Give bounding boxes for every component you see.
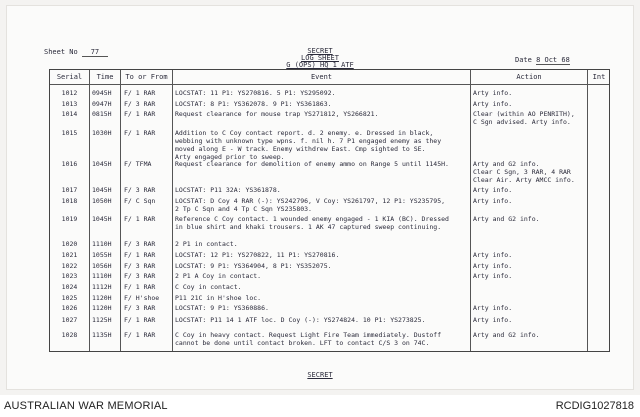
to-from-cell: F/ 1 RAR — [124, 331, 156, 339]
column-header-event: Event — [310, 73, 333, 81]
column-header-serial: Serial — [56, 73, 83, 81]
serial-cell: 1015 — [61, 129, 78, 137]
to-from-cell: F/ 1 RAR — [124, 251, 156, 259]
to-from-cell: F/ 1 RAR — [124, 110, 156, 118]
serial-cell: 1018 — [61, 197, 78, 205]
serial-cell: 1023 — [61, 272, 78, 280]
event-cell: C Coy in heavy contact. Request Light Fire Team immediately. Dustoff cannot be done until contact broken. LFT to contact C/S 3 on 74C. — [175, 331, 442, 347]
serial-cell: 1026 — [61, 304, 78, 312]
to-from-cell: F/ 1 RAR — [124, 89, 156, 97]
time-cell: 1050H — [92, 197, 112, 205]
to-from-cell: F/ 3 RAR — [124, 262, 156, 270]
column-divider — [89, 70, 90, 351]
date-field — [515, 56, 570, 65]
time-cell: 0945H — [92, 89, 112, 97]
classification-footer: SECRET — [307, 371, 333, 379]
sheet-number-value: 77 — [82, 48, 108, 57]
time-cell: 1110H — [92, 272, 112, 280]
time-cell: 1120H — [92, 304, 112, 312]
time-cell: 1045H — [92, 160, 112, 168]
to-from-cell: F/ 3 RAR — [124, 272, 156, 280]
event-cell: LOCSTAT: P11 32A: YS361878. — [175, 186, 281, 194]
serial-cell: 1019 — [61, 215, 78, 223]
log-table — [49, 69, 610, 352]
action-cell: Arty info. — [473, 186, 513, 194]
event-cell: LOCSTAT: P11 14 1 ATF loc. D Coy (-): YS274824. 10 P1: YS273825. — [175, 316, 426, 324]
time-cell: 1110H — [92, 240, 112, 248]
time-cell: 1125H — [92, 316, 112, 324]
serial-cell: 1021 — [61, 251, 78, 259]
to-from-cell: F/ H'shoe — [124, 294, 160, 302]
action-cell: Arty info. — [473, 197, 513, 205]
time-cell: 1045H — [92, 215, 112, 223]
column-header-action: Action — [516, 73, 542, 81]
event-cell: LOCSTAT: D Coy 4 RAR (-): YS242796, V Coy: YS261797, 12 P1: YS235795, 2 Tp C Sqn and 4 Tp C Sqn YS235803. — [175, 197, 446, 213]
time-cell: 1112H — [92, 283, 112, 291]
to-from-cell: F/ 3 RAR — [124, 304, 156, 312]
action-cell: Arty info. — [473, 100, 513, 108]
column-divider — [470, 70, 471, 351]
header-divider — [50, 84, 609, 85]
to-from-cell: F/ 1 RAR — [124, 129, 156, 137]
time-cell: 1030H — [92, 129, 112, 137]
to-from-cell: F/ C Sqn — [124, 197, 156, 205]
to-from-cell: F/ 1 RAR — [124, 215, 156, 223]
time-cell: 0815H — [92, 110, 112, 118]
time-cell: 1055H — [92, 251, 112, 259]
archive-footer — [0, 395, 640, 417]
event-cell: LOCSTAT: 12 P1: YS270822, 11 P1: YS270816. — [175, 251, 340, 259]
event-cell: 2 P1 in contact. — [175, 240, 238, 248]
record-id: RCDIG1027818 — [555, 400, 634, 412]
action-cell: Arty info. — [473, 316, 513, 324]
classification-header: SECRET — [307, 47, 333, 55]
action-cell: Clear (within AO PENRITH), C Sgn advised. Arty info. — [473, 110, 575, 126]
time-cell: 1120H — [92, 294, 112, 302]
serial-cell: 1027 — [61, 316, 78, 324]
log-sheet-title: LOG SHEET — [301, 54, 339, 62]
column-header-time: Time — [96, 73, 114, 81]
action-cell: Arty info. — [473, 272, 513, 280]
time-cell: 1135H — [92, 331, 112, 339]
event-cell: C Coy in contact. — [175, 283, 242, 291]
date-value: 8 Oct 68 — [536, 56, 570, 64]
event-cell: Addition to C Coy contact report. d. 2 enemy. e. Dressed in black, webbing with unknown type wpns. f. nil h. 7 P1 engaged enemy as they moved along E - W track. Enemy withdrew East. Cmp sighted to SE. Arty engaged prior to sweep. — [175, 129, 442, 161]
serial-cell: 1020 — [61, 240, 78, 248]
time-cell: 1045H — [92, 186, 112, 194]
action-cell: Arty info. — [473, 304, 513, 312]
action-cell: Arty info. — [473, 262, 513, 270]
event-cell: Reference C Coy contact. 1 wounded enemy engaged - 1 KIA (BC). Dressed in blue shirt and khaki trousers. 1 AK 47 captured sweep continuing. — [175, 215, 449, 231]
column-header-int: Int — [592, 73, 606, 81]
to-from-cell: F/ TFMA — [124, 160, 152, 168]
action-cell: Arty and G2 info. — [473, 331, 540, 339]
serial-cell: 1017 — [61, 186, 78, 194]
to-from-cell: F/ 3 RAR — [124, 186, 156, 194]
to-from-cell: F/ 1 RAR — [124, 316, 156, 324]
column-divider — [172, 70, 173, 351]
event-cell: LOCSTAT: 11 P1: YS270816. 5 P1: YS295092. — [175, 89, 336, 97]
action-cell: Arty info. — [473, 251, 513, 259]
serial-cell: 1012 — [61, 89, 78, 97]
serial-cell: 1014 — [61, 110, 78, 118]
serial-cell: 1016 — [61, 160, 78, 168]
column-divider — [120, 70, 121, 351]
event-cell: LOCSTAT: 9 P1: YS364904, 8 P1: YS352075. — [175, 262, 332, 270]
time-cell: 0947H — [92, 100, 112, 108]
serial-cell: 1028 — [61, 331, 78, 339]
serial-cell: 1013 — [61, 100, 78, 108]
column-header-to-from: To or From — [125, 73, 168, 81]
serial-cell: 1024 — [61, 283, 78, 291]
time-cell: 1056H — [92, 262, 112, 270]
event-cell: 2 P1 A Coy in contact. — [175, 272, 262, 280]
action-cell: Arty info. — [473, 89, 513, 97]
event-cell: Request clearance for demolition of enemy ammo on Range 5 until 1145H. — [175, 160, 449, 168]
sheet-number-label: Sheet No — [44, 48, 78, 56]
action-cell: Arty and G2 info. — [473, 215, 540, 223]
to-from-cell: F/ 3 RAR — [124, 100, 156, 108]
event-cell: P11 21C in H'shoe loc. — [175, 294, 262, 302]
event-cell: LOCSTAT: 8 P1: YS362078. 9 P1: YS361863. — [175, 100, 332, 108]
to-from-cell: F/ 3 RAR — [124, 240, 156, 248]
unit-title: G (OPS) HQ 1 ATF — [286, 61, 354, 69]
archive-name: AUSTRALIAN WAR MEMORIAL — [4, 400, 168, 412]
serial-cell: 1025 — [61, 294, 78, 302]
event-cell: Request clearance for mouse trap YS271812, YS266821. — [175, 110, 379, 118]
column-divider — [587, 70, 588, 351]
event-cell: LOCSTAT: 9 P1: YS360886. — [175, 304, 269, 312]
action-cell: Arty and G2 info. Clear C Sgn, 3 RAR, 4 RAR Clear Air. Arty AMCC info. — [473, 160, 575, 184]
date-label: Date — [515, 56, 532, 64]
to-from-cell: F/ 1 RAR — [124, 283, 156, 291]
serial-cell: 1022 — [61, 262, 78, 270]
